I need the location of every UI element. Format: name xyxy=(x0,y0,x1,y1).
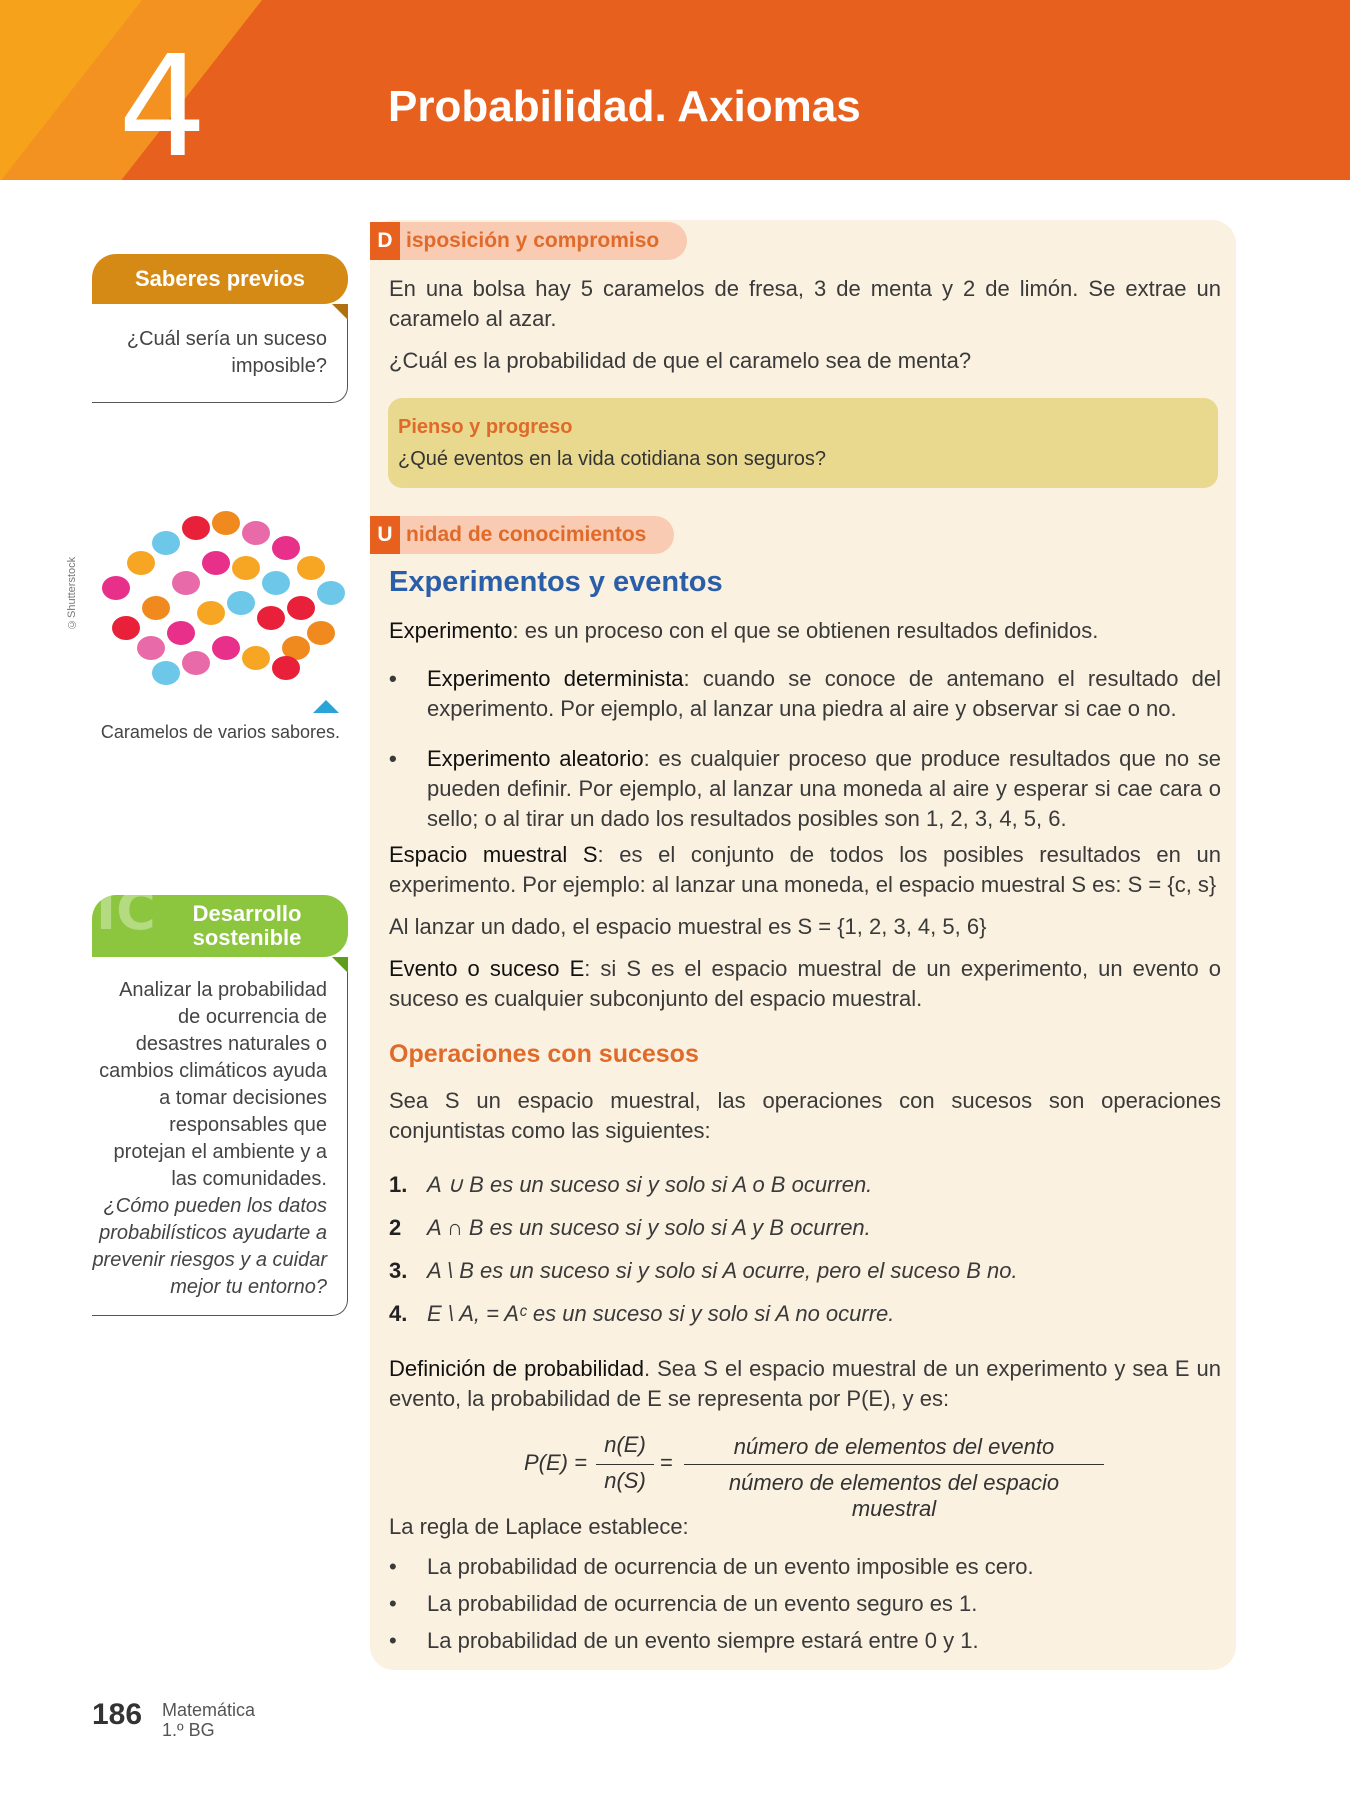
candy-shape xyxy=(167,621,195,645)
rule-text: La probabilidad de un evento siempre estará entre 0 y 1. xyxy=(427,1628,979,1653)
disposicion-problem: En una bolsa hay 5 caramelos de fresa, 3 de menta y 2 de limón. Se extrae un caramelo al azar. xyxy=(389,276,1221,331)
chapter-title: Probabilidad. Axiomas xyxy=(388,82,861,131)
list-item xyxy=(389,1589,1221,1619)
candy-shape xyxy=(272,536,300,560)
term: Definición de probabilidad xyxy=(389,1356,644,1381)
list-item xyxy=(389,1256,1018,1286)
frac2-numerator: número de elementos del evento xyxy=(733,1434,1055,1459)
desarrollo-body xyxy=(92,957,348,1316)
fraction-bar xyxy=(596,1464,654,1465)
frac2-denominator: número de elementos del espacio muestral xyxy=(728,1470,1060,1521)
candy-shape xyxy=(197,601,225,625)
list-item xyxy=(389,1170,872,1200)
chapter-header xyxy=(0,0,1350,180)
desarrollo-question: ¿Cómo pueden los datos probabilísticos ayudarte a prevenir riesgos y a cuidar mejor tu entorno? xyxy=(92,1195,327,1298)
list-item xyxy=(389,1552,1221,1582)
saberes-previos-body xyxy=(92,304,348,403)
frac1-denominator: n(S) xyxy=(604,1468,646,1493)
item-text: A ∪ B es un suceso si y solo si A o B ocurren. xyxy=(427,1172,873,1197)
item-text: A \ B es un suceso si y solo si A ocurre, pero el suceso B no. xyxy=(427,1258,1018,1283)
def-espacio-muestral xyxy=(389,840,1221,900)
bullet-icon: • xyxy=(389,746,397,771)
definition: : cuando se conoce de antemano el resultado del experimento. Por ejemplo, al lanzar una piedra al aire y observar si cae o no. xyxy=(427,666,1221,721)
candy-shape xyxy=(142,596,170,620)
bullet-icon: • xyxy=(389,1591,397,1616)
candy-shape xyxy=(152,531,180,555)
candy-shape xyxy=(202,551,230,575)
list-item xyxy=(389,1213,871,1243)
candy-shape xyxy=(242,646,270,670)
bullet-icon: • xyxy=(389,666,397,691)
item-number: 2 xyxy=(389,1215,402,1240)
item-number: 3. xyxy=(389,1258,408,1283)
saberes-previos-title: Saberes previos xyxy=(135,266,305,291)
equals-sign: = xyxy=(660,1450,673,1475)
list-item-aleatorio xyxy=(389,744,1221,834)
def-probabilidad xyxy=(389,1354,1221,1414)
item-text: E \ A, = Aᶜ es un suceso si y solo si A no ocurre. xyxy=(427,1301,895,1326)
bullet-icon: • xyxy=(389,1628,397,1653)
section-tab-unidad xyxy=(370,516,674,554)
candies-image xyxy=(96,508,348,688)
definition: : es un proceso con el que se obtienen resultados definidos. xyxy=(512,618,1099,643)
espacio-dado: Al lanzar un dado, el espacio muestral es S = {1, 2, 3, 4, 5, 6} xyxy=(389,914,987,939)
photo-caption: Caramelos de varios sabores. xyxy=(100,722,340,742)
term: Experimento aleatorio xyxy=(427,746,644,771)
candy-shape xyxy=(112,616,140,640)
desarrollo-text: Analizar la probabilidad de ocurrencia de desastres naturales o cambios climáticos ayuda a tomar decisiones responsables que protejan el ambiente y a las comunidades. xyxy=(99,979,327,1190)
candy-shape xyxy=(152,661,180,685)
candy-shape xyxy=(227,591,255,615)
rule-text: La probabilidad de ocurrencia de un evento imposible es cero. xyxy=(427,1554,1034,1579)
pienso-question: ¿Qué eventos en la vida cotidiana son seguros? xyxy=(398,448,827,470)
pienso-title: Pienso y progreso xyxy=(398,416,573,438)
candy-shape xyxy=(232,556,260,580)
frac1-numerator: n(E) xyxy=(604,1432,646,1457)
candy-shape xyxy=(102,576,130,600)
def-experimento xyxy=(389,616,1221,646)
candy-shape xyxy=(137,636,165,660)
candy-shape xyxy=(212,511,240,535)
ic-logo-icon: IC xyxy=(96,879,156,942)
caption-marker-icon xyxy=(313,700,339,713)
candy-shape xyxy=(307,621,335,645)
page-number: 186 xyxy=(92,1698,143,1731)
candy-shape xyxy=(257,606,285,630)
definition: : si S es el espacio muestral de un experimento, un evento o suceso es cualquier subconjunto del espacio muestral. xyxy=(389,956,1221,1011)
candy-shape xyxy=(182,651,210,675)
section-title: isposición y compromiso xyxy=(406,229,660,252)
candy-shape xyxy=(182,516,210,540)
candy-shape xyxy=(127,551,155,575)
tab-fold xyxy=(332,304,348,320)
definition: : es cualquier proceso que produce resultados que no se pueden definir. Por ejemplo, al lanzar una moneda al aire y esperar si cae cara o sello; o al tirar un dado los resultados posibles son 1, 2, 3, 4, 5, 6. xyxy=(427,746,1221,831)
list-item xyxy=(389,1626,1221,1656)
section-tab-disposicion xyxy=(370,222,687,260)
candy-shape xyxy=(272,656,300,680)
saberes-previos-tab xyxy=(92,254,348,304)
section-letter: D xyxy=(370,222,400,260)
desarrollo-sostenible-tab xyxy=(92,879,348,957)
footer-subject: Matemática xyxy=(162,1700,256,1720)
item-number: 1. xyxy=(389,1172,408,1197)
definition: : es el conjunto de todos los posibles resultados en un experimento. Por ejemplo: al lanzar una moneda, el espacio muestral S es: S = {c, s} xyxy=(389,842,1221,897)
list-item xyxy=(389,1299,894,1329)
def-evento xyxy=(389,954,1221,1014)
photo-credit: ©Shutterstock xyxy=(66,556,78,630)
item-number: 4. xyxy=(389,1301,408,1326)
list-item-determinista xyxy=(389,664,1221,724)
laplace-intro: La regla de Laplace establece: xyxy=(389,1514,689,1539)
candy-shape xyxy=(297,556,325,580)
candy-shape xyxy=(212,636,240,660)
candy-shape xyxy=(287,596,315,620)
saberes-question: ¿Cuál sería un suceso imposible? xyxy=(126,328,327,377)
operaciones-intro: Sea S un espacio muestral, las operaciones con sucesos son operaciones conjuntistas como las siguientes: xyxy=(389,1088,1221,1143)
chapter-number: 4 xyxy=(118,26,208,180)
fraction-bar xyxy=(684,1464,1104,1465)
saberes-previos-box xyxy=(92,254,348,403)
candy-shape xyxy=(262,571,290,595)
rule-text: La probabilidad de ocurrencia de un evento seguro es 1. xyxy=(427,1591,978,1616)
desarrollo-title: Desarrollo sostenible xyxy=(192,901,302,950)
candy-shape xyxy=(172,571,200,595)
section-title: nidad de conocimientos xyxy=(406,523,647,546)
tab-fold xyxy=(332,957,348,973)
desarrollo-sostenible-box xyxy=(92,879,348,1316)
bullet-icon: • xyxy=(389,1554,397,1579)
disposicion-question: ¿Cuál es la probabilidad de que el caramelo sea de menta? xyxy=(389,348,972,373)
candy-shape xyxy=(242,521,270,545)
candy-shape xyxy=(317,581,345,605)
heading-experimentos: Experimentos y eventos xyxy=(389,566,723,598)
item-text: A ∩ B es un suceso si y solo si A y B ocurren. xyxy=(427,1215,871,1240)
section-letter: U xyxy=(370,516,400,554)
term: Experimento determinista xyxy=(427,666,684,691)
footer-level: 1.º BG xyxy=(162,1720,215,1740)
probability-formula xyxy=(520,1428,1100,1521)
term: Experimento xyxy=(389,618,513,643)
term: Espacio muestral S xyxy=(389,842,598,867)
heading-operaciones: Operaciones con sucesos xyxy=(389,1040,699,1068)
definition: . Sea S el espacio muestral de un experimento y sea E un evento, la probabilidad de E se representa por P(E), y es: xyxy=(389,1356,1222,1411)
formula-lhs: P(E) = xyxy=(524,1450,587,1475)
term: Evento o suceso E xyxy=(389,956,585,981)
pienso-progreso-box xyxy=(388,398,1218,488)
